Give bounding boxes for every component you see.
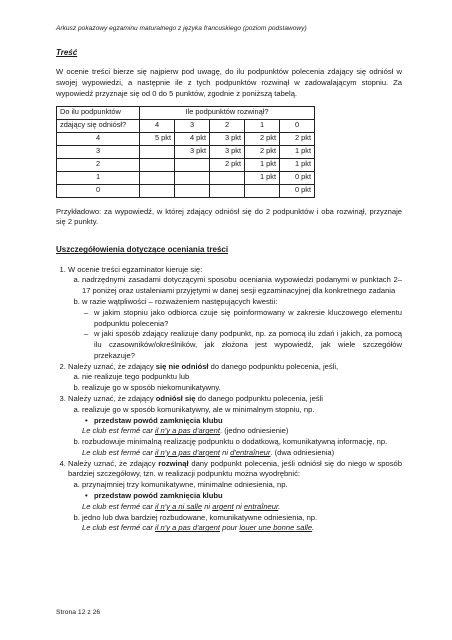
rule-3-bold: odniósł się <box>155 394 196 403</box>
ex-text: . (jedno odniesienie) <box>220 426 289 436</box>
rule-1a: a. nadrzędnymi zasadami dotyczącymi sposobu oceniania wypowiedzi podanymi w punktach 2–17 poniżej oraz ustaleniami przyjętymi w danej sesji egzaminacyjnej dla konkretnego zadania <box>82 275 402 297</box>
table-cell <box>140 145 175 158</box>
table-cell: 1 pkt <box>280 145 315 158</box>
ex-text: Le club est fermé car <box>82 426 156 436</box>
table-header-left-2: zdający się odniósł? <box>57 119 140 132</box>
bullet-item: • przedstaw powód zamknięcia klubu <box>94 416 402 427</box>
rule-4a-bullets <box>82 491 402 502</box>
ex-text: ni <box>220 447 231 457</box>
rule-2-bold: się nie odniósł <box>155 361 209 371</box>
table-row <box>57 132 315 145</box>
ex-underlined: il n'y a pas d'argent <box>155 447 220 457</box>
ex-text: Le club est fermé car <box>82 501 156 511</box>
rule-4-bold: rozwinął <box>158 458 189 468</box>
example-paragraph: Przykładowo: za wypowiedź, w której zdający odniósł się do 2 podpunktów i oba rozwinął, przyznaje się 2 punkty. <box>56 206 402 227</box>
rule-3b-text: rozbudowuje minimalną realizację podpunktu o dodatkową, komunikatywną informację, np. <box>82 437 388 447</box>
rule-2-pre: Należy uznać, że zdający <box>68 361 156 371</box>
table-cell: 1 pkt <box>245 171 280 184</box>
row-label: 4 <box>57 132 140 145</box>
row-label: 0 <box>57 184 140 197</box>
ex-text: . (dwa odniesienia) <box>270 447 335 457</box>
rules-list <box>56 265 402 535</box>
row-label: 1 <box>57 171 140 184</box>
table-cell <box>175 171 210 184</box>
rule-item-4 <box>68 459 402 534</box>
rule-item-3 <box>68 394 402 459</box>
rule-3-sublist <box>68 405 402 459</box>
table-cell: 1 pkt <box>245 158 280 171</box>
table-header-top: Ile podpunktów rozwinął? <box>140 106 315 119</box>
table-col-header: 1 <box>245 119 280 132</box>
bullet-item: • przedstaw powód zamknięcia klubu <box>94 491 402 502</box>
rule-item-2 <box>68 362 402 394</box>
table-cell <box>210 171 245 184</box>
rule-item-1 <box>68 265 402 362</box>
table-cell: 3 pkt <box>175 145 210 158</box>
table-row <box>57 145 315 158</box>
dash-item: – w jaki sposób zdający realizuje dany podpunkt, np. za pomocą ilu zdań i jakich, za pomocą ilu czasowników/określników, jak złożona jest wypowiedź, jak wiele szczegółów przekazuje? <box>94 329 402 361</box>
example-sentence <box>82 523 402 534</box>
rule-1b-text: w razie wątpliwości – rozważeniem następujących kwestii: <box>82 296 278 306</box>
rule-1b-dashes <box>82 308 402 362</box>
rule-3b <box>82 437 402 459</box>
rule-3a-bullets <box>82 416 402 427</box>
rule-1b <box>82 297 402 362</box>
table-cell: 1 pkt <box>280 158 315 171</box>
ex-underlined: entraîneur <box>243 501 279 511</box>
rule-4a-text: przynajmniej trzy komunikatywne, minimalne odniesienia, np. <box>82 480 288 490</box>
rule-4-sublist <box>68 480 402 534</box>
table-col-header: 0 <box>280 119 315 132</box>
page-header: Arkusz pokazowy egzaminu maturalnego z języka francuskiego (poziom podstawowy) <box>56 25 307 32</box>
ex-text: . <box>278 501 281 511</box>
table-cell: 2 pkt <box>280 132 315 145</box>
table-cell: 4 pkt <box>175 132 210 145</box>
rule-4b <box>82 513 402 535</box>
ex-text: . <box>312 523 315 533</box>
table-cell: 2 pkt <box>210 158 245 171</box>
rule-3-post: do danego podpunktu polecenia, jeśli <box>195 394 323 403</box>
rule-2-post: do danego podpunktu polecenia, jeśli, <box>208 361 339 371</box>
rule-4-post: dany podpunkt polecenia, jeśli odniósł się do niego w sposób bardziej szczegółowy, tzn. w realizacji podpunktu można wyodrębnić: <box>68 458 402 479</box>
row-label: 3 <box>57 145 140 158</box>
ex-underlined: argent <box>212 501 234 511</box>
ex-text: Le club est fermé car <box>82 523 156 533</box>
table-row <box>57 158 315 171</box>
rule-4-pre: Należy uznać, że zdający <box>68 458 159 468</box>
page-content <box>56 47 402 534</box>
intro-paragraph: W ocenie treści bierze się najpierw pod uwagę, do ilu podpunktów polecenia zdający się odniósł w swojej wypowiedzi, a następnie ile z tych podpunktów rozwinął w zadowalającym stopniu. Za wypowiedź przyznaje się od 0 do 5 punktów, zgodnie z poniższą tabelą. <box>56 67 402 98</box>
rule-4a <box>82 480 402 512</box>
example-sentence <box>82 502 402 513</box>
ex-underlined: il n'y a pas d'argent <box>155 523 220 533</box>
rule-3a-text: realizuje go w sposób komunikatywny, ale w minimalnym stopniu, np. <box>82 404 315 414</box>
rule-3-pre: Należy uznać, że zdający <box>68 394 156 403</box>
table-cell: 2 pkt <box>245 145 280 158</box>
ex-text: pour <box>220 523 240 533</box>
rule-4b-text: jedno lub dwa bardziej rozbudowane, komunikatywne odniesienia, np. <box>82 512 318 522</box>
page-footer: Strona 12 z 26 <box>56 609 101 616</box>
table-cell <box>210 184 245 197</box>
rule-1-sublist <box>68 275 402 361</box>
table-cell: 0 pkt <box>280 171 315 184</box>
table-col-header: 4 <box>140 119 175 132</box>
table-cell <box>140 184 175 197</box>
ex-underlined: il n'y a ni salle <box>155 501 203 511</box>
table-header-left-1: Do ilu podpunktów <box>57 106 140 119</box>
example-sentence <box>82 448 402 459</box>
table-col-header: 2 <box>210 119 245 132</box>
table-row <box>57 184 315 197</box>
scoring-table <box>56 106 315 198</box>
ex-underlined: louer une bonne salle <box>239 523 313 533</box>
table-cell: 3 pkt <box>210 132 245 145</box>
table-col-header: 3 <box>175 119 210 132</box>
ex-text: ni <box>233 501 244 511</box>
section-title-tresc: Treść <box>56 48 78 57</box>
table-cell: 3 pkt <box>210 145 245 158</box>
table-cell: 2 pkt <box>245 132 280 145</box>
ex-text: ni <box>202 501 213 511</box>
table-cell <box>175 158 210 171</box>
ex-underlined: d'entraîneur <box>230 447 271 457</box>
table-cell <box>175 184 210 197</box>
example-sentence <box>82 426 402 437</box>
rule-1-text: W ocenie treści egzaminator kieruje się: <box>68 264 203 274</box>
row-label: 2 <box>57 158 140 171</box>
table-cell: 0 pkt <box>280 184 315 197</box>
rule-2a: a. nie realizuje tego podpunktu lub <box>82 372 402 383</box>
section-title-details: Uszczegółowienia dotyczące oceniania treści <box>56 245 229 255</box>
rule-3a <box>82 405 402 437</box>
ex-underlined: il n'y a pas d'argent <box>155 426 220 436</box>
table-cell <box>140 158 175 171</box>
rule-2b: b. realizuje go w sposób niekomunikatywny. <box>82 383 402 394</box>
ex-text: Le club est fermé car <box>82 447 156 457</box>
table-cell <box>245 184 280 197</box>
table-cell: 5 pkt <box>140 132 175 145</box>
table-row <box>57 171 315 184</box>
table-cell <box>140 171 175 184</box>
dash-item: – w jakim stopniu jako odbiorca czuje się poinformowany w zakresie kluczowego elementu podpunktu polecenia? <box>94 308 402 330</box>
rule-2-sublist <box>68 372 402 394</box>
